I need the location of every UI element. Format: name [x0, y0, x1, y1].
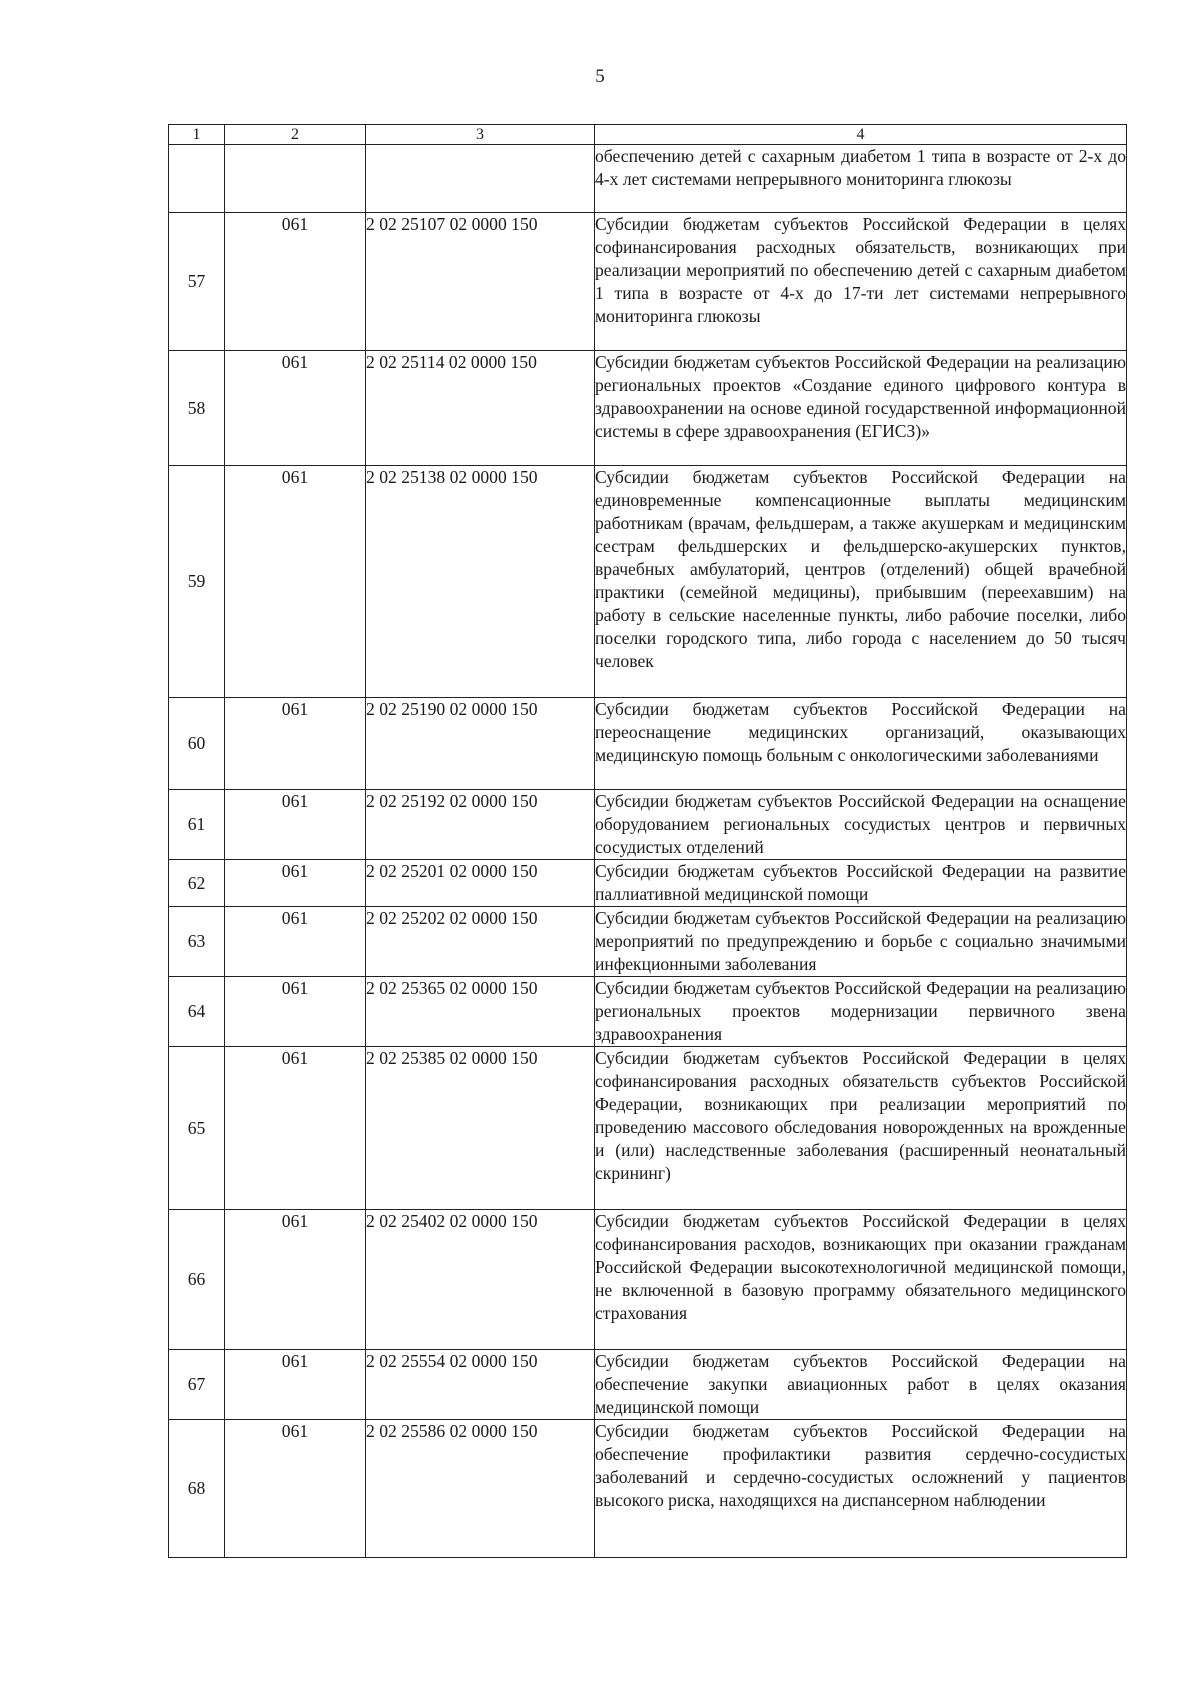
row-number: 67 — [169, 1350, 225, 1420]
table-row — [169, 698, 1127, 790]
table-row — [169, 351, 1127, 466]
table-row — [169, 1210, 1127, 1350]
row-number: 58 — [169, 351, 225, 466]
row-number: 63 — [169, 907, 225, 977]
table-row — [169, 790, 1127, 860]
admin-code: 061 — [225, 1047, 366, 1210]
row-number: 61 — [169, 790, 225, 860]
admin-code: 061 — [225, 1420, 366, 1558]
revenue-name: Субсидии бюджетам субъектов Российской Федерации на обеспечение профилактики развития сердечно-сосудистых заболеваний и сердечно-сосудистых осложнений у пациентов высокого риска, находящихся на диспансерном наблюдении — [595, 1420, 1127, 1558]
admin-code: 061 — [225, 977, 366, 1047]
budget-code: 2 02 25586 02 0000 150 — [366, 1420, 595, 1558]
admin-code: 061 — [225, 907, 366, 977]
admin-code: 061 — [225, 466, 366, 698]
admin-code: 061 — [225, 1350, 366, 1420]
header-col-1: 1 — [169, 125, 225, 145]
revenue-name: Субсидии бюджетам субъектов Российской Федерации на переоснащение медицинских организаций, оказывающих медицинскую помощь больным с онкологическими заболеваниями — [595, 698, 1127, 790]
budget-code: 2 02 25554 02 0000 150 — [366, 1350, 595, 1420]
revenue-name: Субсидии бюджетам субъектов Российской Федерации в целях софинансирования расходных обязательств субъектов Российской Федерации, возникающих при реализации мероприятий по проведению массового обследования новорожденных на врожденные и (или) наследственные заболевания (расширенный неонатальный скрининг) — [595, 1047, 1127, 1210]
row-number: 66 — [169, 1210, 225, 1350]
budget-code: 2 02 25385 02 0000 150 — [366, 1047, 595, 1210]
row-number: 68 — [169, 1420, 225, 1558]
revenue-name: Субсидии бюджетам субъектов Российской Федерации на оснащение оборудованием региональных сосудистых центров и первичных сосудистых отделений — [595, 790, 1127, 860]
table-row — [169, 145, 1127, 213]
table-row — [169, 907, 1127, 977]
admin-code: 061 — [225, 213, 366, 351]
revenue-name: Субсидии бюджетам субъектов Российской Федерации на реализацию мероприятий по предупреждению и борьбе с социально значимыми инфекционными заболевания — [595, 907, 1127, 977]
header-col-3: 3 — [366, 125, 595, 145]
page-number: 5 — [595, 66, 605, 87]
table-row — [169, 860, 1127, 907]
budget-code — [366, 145, 595, 213]
budget-code: 2 02 25402 02 0000 150 — [366, 1210, 595, 1350]
admin-code: 061 — [225, 790, 366, 860]
header-col-2: 2 — [225, 125, 366, 145]
row-number: 57 — [169, 213, 225, 351]
budget-code: 2 02 25365 02 0000 150 — [366, 977, 595, 1047]
table-row — [169, 1047, 1127, 1210]
revenue-name: Субсидии бюджетам субъектов Российской Федерации на реализацию региональных проектов модернизации первичного звена здравоохранения — [595, 977, 1127, 1047]
revenue-name: обеспечению детей с сахарным диабетом 1 типа в возрасте от 2-х до 4-х лет системами непрерывного мониторинга глюкозы — [595, 145, 1127, 213]
revenue-name: Субсидии бюджетам субъектов Российской Федерации на реализацию региональных проектов «Создание единого цифрового контура в здравоохранении на основе единой государственной информационной системы в сфере здравоохранения (ЕГИСЗ)» — [595, 351, 1127, 466]
revenue-name: Субсидии бюджетам субъектов Российской Федерации на развитие паллиативной медицинской помощи — [595, 860, 1127, 907]
budget-code: 2 02 25201 02 0000 150 — [366, 860, 595, 907]
admin-code: 061 — [225, 860, 366, 907]
budget-code: 2 02 25138 02 0000 150 — [366, 466, 595, 698]
table-row — [169, 1420, 1127, 1558]
table-row — [169, 977, 1127, 1047]
row-number: 65 — [169, 1047, 225, 1210]
budget-code: 2 02 25202 02 0000 150 — [366, 907, 595, 977]
revenue-name: Субсидии бюджетам субъектов Российской Федерации в целях софинансирования расходных обязательств, возникающих при реализации мероприятий по обеспечению детей с сахарным диабетом 1 типа в возрасте от 4-х до 17-ти лет системами непрерывного мониторинга глюкозы — [595, 213, 1127, 351]
admin-code: 061 — [225, 698, 366, 790]
admin-code: 061 — [225, 351, 366, 466]
table-row — [169, 466, 1127, 698]
budget-code: 2 02 25190 02 0000 150 — [366, 698, 595, 790]
row-number — [169, 145, 225, 213]
row-number: 62 — [169, 860, 225, 907]
revenue-name: Субсидии бюджетам субъектов Российской Федерации на обеспечение закупки авиационных работ в целях оказания медицинской помощи — [595, 1350, 1127, 1420]
table-row — [169, 213, 1127, 351]
budget-code: 2 02 25192 02 0000 150 — [366, 790, 595, 860]
row-number: 64 — [169, 977, 225, 1047]
budget-classification-table — [168, 124, 1127, 1558]
row-number: 59 — [169, 466, 225, 698]
table-header-row — [169, 125, 1127, 145]
budget-code: 2 02 25107 02 0000 150 — [366, 213, 595, 351]
budget-code: 2 02 25114 02 0000 150 — [366, 351, 595, 466]
header-col-4: 4 — [595, 125, 1127, 145]
admin-code: 061 — [225, 1210, 366, 1350]
revenue-name: Субсидии бюджетам субъектов Российской Федерации в целях софинансирования расходов, возникающих при оказании гражданам Российской Федерации высокотехнологичной медицинской помощи, не включенной в базовую программу обязательного медицинского страхования — [595, 1210, 1127, 1350]
admin-code — [225, 145, 366, 213]
revenue-name: Субсидии бюджетам субъектов Российской Федерации на единовременные компенсационные выплаты медицинским работникам (врачам, фельдшерам, а также акушеркам и медицинским сестрам фельдшерских и фельдшерско-акушерских пунктов, врачебных амбулаторий, центров (отделений) общей врачебной практики (семейной медицины), прибывшим (переехавшим) на работу в сельские населенные пункты, либо рабочие поселки, либо поселки городского типа, либо города с населением до 50 тысяч человек — [595, 466, 1127, 698]
row-number: 60 — [169, 698, 225, 790]
table-row — [169, 1350, 1127, 1420]
